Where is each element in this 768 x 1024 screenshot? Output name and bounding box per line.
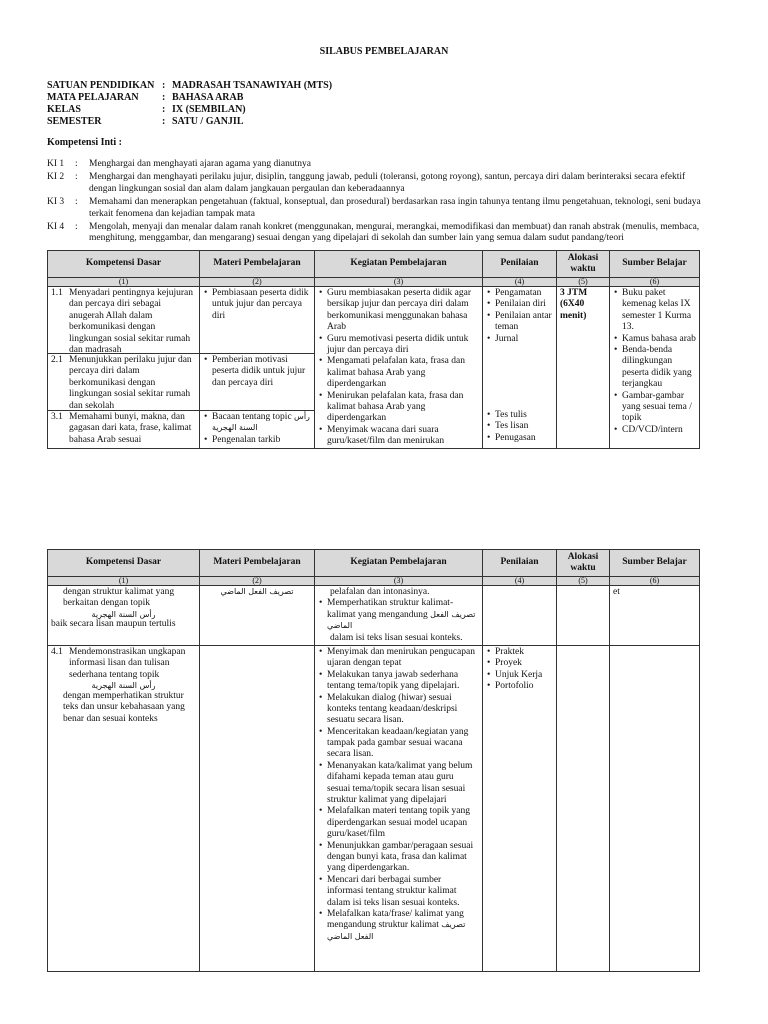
column-number: (1) — [48, 278, 200, 287]
identity-row: KELAS : IX (SEMBILAN) — [47, 104, 246, 115]
identity-value: SATU / GANJIL — [172, 116, 244, 127]
column-number: (6) — [610, 577, 700, 586]
ki-item: KI 4 : Mengolah, menyaji dan menalar dalam ranah konkret (menggunakan, mengurai, merangkai, memodifikasi dan membuat) dan ranah abstrak (menulis, membaca, menghitung, menggambar, dan mengarang) sesuai dengan yang dipelajari di sekolah dan sumber lain yang semua dalam sudut pandang/teori — [47, 222, 707, 245]
list-item: • Buku paket kemenag kelas IX semester 1 Kurma 13. — [613, 288, 696, 334]
identity-block — [47, 80, 332, 128]
penilaian-cell — [483, 287, 557, 449]
identity-label: MATA PELAJARAN — [47, 92, 139, 103]
identity-value: BAHASA ARAB — [172, 92, 244, 103]
materi-cell — [200, 586, 315, 646]
arabic-topic: تصريف الفعل الماضي — [327, 609, 476, 631]
list-item: • Menunjukkan gambar/peragaan sesuai dengan bunyi kata, frasa dan kalimat yang diperdengarkan. — [318, 841, 479, 875]
column-number: (3) — [315, 577, 483, 586]
ki-heading: Kompetensi Inti : — [47, 137, 122, 148]
column-number: (5) — [557, 278, 610, 287]
list-item: • Bacaan tentang topic رأس السنة الهجرية — [203, 412, 311, 435]
list-item: • Melakukan tanya jawab sederhana tentang tema/topik yang dipelajari. — [318, 670, 479, 693]
ki-text: Mengolah, menyaji dan menalar dalam ranah konkret (menggunakan, mengurai, merangkai, memodifikasi dan membuat) dan ranah abstrak (menulis, membaca, menghitung, menggambar, dan mengarang) sesuai dengan yang dipelajari di sekolah dan sumber lain yang semua dalam sudut pandang/teori — [89, 221, 700, 244]
alokasi-cell — [557, 586, 610, 646]
ki-text: Memahami dan menerapkan pengetahuan (faktual, konseptual, dan prosedural) berdasarkan rasa ingin tahunya tentang ilmu pengetahuan, teknologi, seni budaya terkait fenomena dan kejadian tampak mata — [89, 197, 701, 219]
identity-row: MATA PELAJARAN : BAHASA ARAB — [47, 92, 244, 103]
list-item: • Melafalkan kata/frase/ kalimat yang mengandung struktur kalimat تصريف الفعل الماضي — [318, 909, 479, 943]
kd-cell: 4.1 Mendemonstrasikan ungkapan informasi lisan dan tulisan sederhana tentang topik رأس السنة الهجرية dengan memperhatikan struktur teks dan unsur kebahasaan yang benar dan sesuai konteks — [48, 645, 200, 971]
alokasi-cell — [557, 645, 610, 971]
list-item: • Penugasan — [486, 433, 553, 444]
header-penilaian: Penilaian — [483, 251, 557, 278]
column-number: (6) — [610, 278, 700, 287]
arabic-topic: رأس السنة الهجرية — [91, 681, 156, 691]
table-header-row — [48, 251, 700, 278]
table-row — [48, 645, 700, 971]
list-item: • Mencari dari berbagai sumber informasi tentang struktur kalimat dalam isi teks lisan sesuai konteks. — [318, 875, 479, 909]
list-item: • Proyek — [486, 658, 553, 669]
identity-row: SEMESTER : SATU / GANJIL — [47, 116, 244, 127]
ki-item: KI 1 : Menghargai dan menghayati ajaran agama yang dianutnya — [47, 159, 707, 170]
sumber-cell — [610, 287, 700, 449]
column-number: (2) — [200, 577, 315, 586]
ki-code: KI 4 — [47, 221, 65, 232]
syllabus-table-1 — [47, 250, 700, 449]
header-alokasi: Alokasi waktu — [557, 251, 610, 278]
header-sumber: Sumber Belajar — [610, 550, 700, 577]
list-item: • Memperhatikan struktur kalimat-kalimat yang mengandung تصريف الفعل الماضي — [318, 598, 479, 632]
list-item: • Portofolio — [486, 681, 553, 692]
list-item: • Menceritakan keadaan/kegiatan yang tampak pada gambar sesuai wacana secara lisan. — [318, 727, 479, 761]
column-number-row — [48, 278, 700, 287]
alokasi-cell: 3 JTM (6X40 menit) — [557, 287, 610, 449]
header-materi: Materi Pembelajaran — [200, 550, 315, 577]
list-item: • Menyimak dan menirukan pengucapan ujaran dengan tepat — [318, 647, 479, 670]
materi-cell — [200, 645, 315, 971]
arabic-topic: رأس السنة الهجرية — [212, 412, 310, 433]
identity-label: SATUAN PENDIDIKAN — [47, 80, 155, 91]
identity-value: IX (SEMBILAN) — [172, 104, 246, 115]
list-item: • Pengenalan tarkib — [203, 435, 311, 446]
ki-item: KI 2 : Menghargai dan menghayati perilaku jujur, disiplin, tanggung jawab, peduli (toleransi, gotong royong), santun, percaya diri dalam berinteraksi secara efektif dengan lingkungan sosial dan alam dalam jangkauan pergaulan dan keberadaannya — [47, 172, 707, 195]
kd-entry: 1.1 Menyadari pentingnya kejujuran dan percaya diri sebagai anugerah Allah dalam berkomunikasi dengan lingkungan sosial sekitar rumah dan madrasah — [48, 287, 199, 354]
list-item: • Tes tulis — [486, 410, 553, 421]
table-row — [48, 287, 700, 449]
list-item: • Benda-benda dilingkungan peserta didik yang terjangkau — [613, 345, 696, 391]
header-kegiatan: Kegiatan Pembelajaran — [315, 550, 483, 577]
header-kegiatan: Kegiatan Pembelajaran — [315, 251, 483, 278]
header-penilaian: Penilaian — [483, 550, 557, 577]
list-item: • Kamus bahasa arab — [613, 334, 696, 345]
kd-cell — [48, 287, 200, 449]
column-number: (1) — [48, 577, 200, 586]
kd-entry: 4.1 Mendemonstrasikan ungkapan informasi lisan dan tulisan sederhana tentang topik — [51, 646, 186, 680]
kd-entry: 3.1 Memahami bunyi, makna, dan gagasan dari kata, frase, kalimat bahasa Arab sesuai — [51, 412, 192, 445]
penilaian-cell — [483, 645, 557, 971]
column-number: (4) — [483, 577, 557, 586]
list-item: • Penilaian diri — [486, 299, 553, 310]
ki-list — [47, 159, 707, 247]
list-item: • Menirukan pelafalan kata, frasa dan kalimat bahasa Arab yang diperdengarkan — [318, 391, 479, 425]
list-item: • Menyimak wacana dari suara guru/kaset/film dan menirukan — [318, 425, 479, 448]
ki-code: KI 2 — [47, 172, 65, 183]
list-item: • Guru memotivasi peserta didik untuk jujur dan percaya diri — [318, 334, 479, 357]
ki-text: Menghargai dan menghayati perilaku jujur, disiplin, tanggung jawab, peduli (toleransi, gotong royong), santun, percaya diri dalam berinteraksi secara efektif dengan lingkungan sosial dan alam dalam jangkauan pergaulan dan keberadaannya — [89, 172, 686, 194]
list-item: • Mengamati pelafalan kata, frasa dan kalimat bahasa Arab yang diperdengarkan — [318, 356, 479, 390]
list-item: • Unjuk Kerja — [486, 670, 553, 681]
list-item: • Penilaian antar teman — [486, 311, 553, 334]
table-header-row — [48, 550, 700, 577]
list-item: • Pembiasaan peserta didik untuk jujur dan percaya diri — [203, 288, 311, 322]
sumber-cell — [610, 645, 700, 971]
kd-entry: 2.1 Menunjukkan perilaku jujur dan percaya diri dalam berkomunikasi dengan lingkungan sosial sekitar rumah dan sekolah — [48, 354, 199, 411]
list-item: • Tes lisan — [486, 421, 553, 432]
ki-code: KI 3 — [47, 197, 65, 208]
column-number-row — [48, 577, 700, 586]
list-item: • CD/VCD/intern — [613, 425, 696, 436]
list-item: • Pemberian motivasi peserta didik untuk jujur dan percaya diri — [203, 355, 311, 389]
column-number: (3) — [315, 278, 483, 287]
ki-item: KI 3 : Memahami dan menerapkan pengetahuan (faktual, konseptual, dan prosedural) berdasarkan rasa ingin tahunya tentang ilmu pengetahuan, teknologi, seni budaya terkait fenomena dan kejadian tampak mata — [47, 197, 707, 220]
identity-label: KELAS — [47, 104, 81, 115]
list-item: • Menanyakan kata/kalimat yang belum difahami kepada teman atau guru sesuai tema/topik secara lisan sesuai struktur kalimat yang dipelajari — [318, 761, 479, 807]
list-item: • Praktek — [486, 647, 553, 658]
syllabus-table-2 — [47, 549, 700, 972]
column-number: (2) — [200, 278, 315, 287]
materi-cell — [200, 287, 315, 449]
ki-code: KI 1 — [47, 159, 65, 169]
kegiatan-cell — [315, 645, 483, 971]
identity-label: SEMESTER — [47, 116, 102, 127]
kegiatan-cell: pelafalan dan intonasinya. • Memperhatikan struktur kalimat-kalimat yang mengandung تصريف الفعل الماضي dalam isi teks lisan sesuai konteks. — [315, 586, 483, 646]
table-row — [48, 586, 700, 646]
list-item: • Guru membiasakan peserta didik agar bersikap jujur dan percaya diri dalam berkomunikasi menggunakan bahasa Arab — [318, 288, 479, 334]
list-item: • Gambar-gambar yang sesuai tema / topik — [613, 391, 696, 425]
list-item: • Pengamatan — [486, 288, 553, 299]
header-kompetensi-dasar: Kompetensi Dasar — [48, 251, 200, 278]
header-alokasi: Alokasi waktu — [557, 550, 610, 577]
header-kompetensi-dasar: Kompetensi Dasar — [48, 550, 200, 577]
identity-row: SATUAN PENDIDIKAN : MADRASAH TSANAWIYAH (MTS) — [47, 80, 333, 91]
list-item: • Jurnal — [486, 334, 553, 345]
arabic-topic: تصريف الفعل الماضي — [220, 587, 294, 596]
column-number: (4) — [483, 278, 557, 287]
list-item: • Melafalkan materi tentang topik yang diperdengarkan sesuai model ucapan guru/kaset/film — [318, 806, 479, 840]
column-number: (5) — [557, 577, 610, 586]
identity-value: MADRASAH TSANAWIYAH (MTS) — [172, 80, 333, 91]
document-title: SILABUS PEMBELAJARAN — [319, 46, 449, 57]
penilaian-cell — [483, 586, 557, 646]
header-materi: Materi Pembelajaran — [200, 251, 315, 278]
list-item: • Melakukan dialog (hiwar) sesuai konteks tentang keadaan/deskripsi sesuatu secara lisan. — [318, 693, 479, 727]
ki-text: Menghargai dan menghayati ajaran agama yang dianutnya — [89, 159, 311, 169]
arabic-topic: رأس السنة الهجرية — [91, 609, 156, 619]
header-sumber: Sumber Belajar — [610, 251, 700, 278]
kd-cell: dengan struktur kalimat yang berkaitan dengan topik رأس السنة الهجرية baik secara lisan maupun tertulis — [48, 586, 200, 646]
sumber-cell: et — [610, 586, 700, 646]
arabic-topic: تصريف الفعل الماضي — [327, 920, 466, 941]
kegiatan-cell — [315, 287, 483, 449]
